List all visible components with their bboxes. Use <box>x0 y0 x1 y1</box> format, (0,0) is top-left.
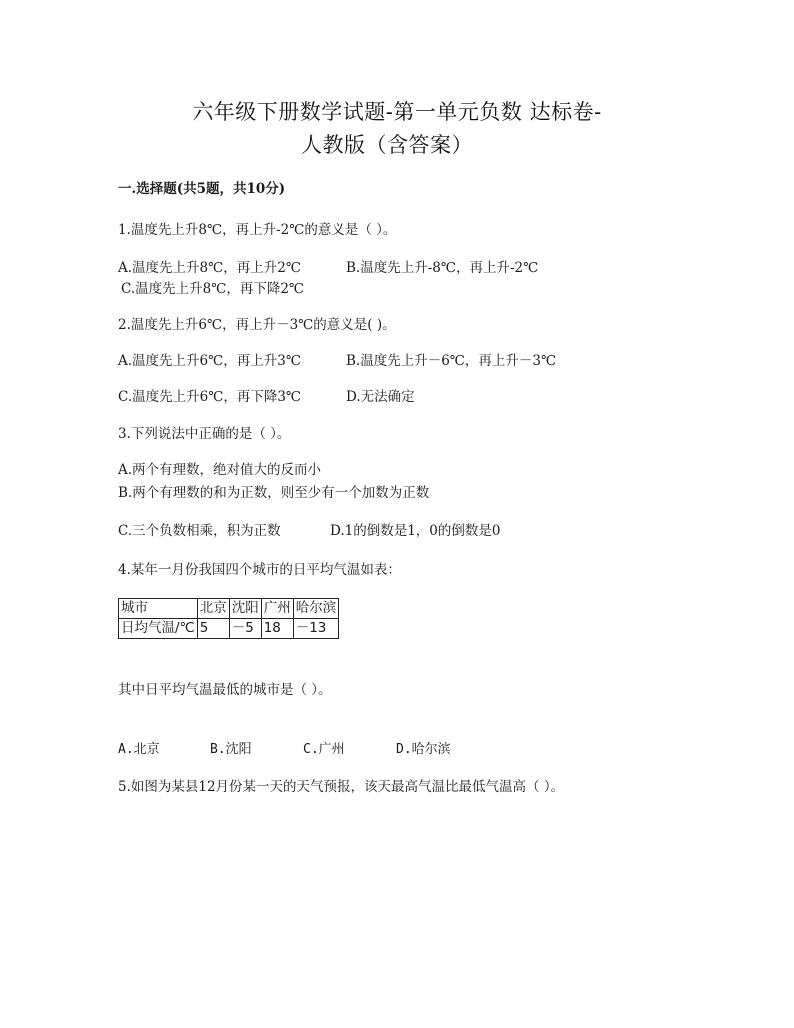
question-4-stem: 4.某年一月份我国四个城市的日平均气温如表： <box>118 562 401 578</box>
question-2-option-d: D.无法确定 <box>346 389 415 405</box>
question-5-stem: 5.如图为某县12月份某一天的天气预报，该天最高气温比最低气温高（ ）。 <box>118 779 565 795</box>
question-2-option-a: A.温度先上升6℃，再上升3℃ <box>118 353 301 369</box>
table-cell: －5 <box>229 619 261 639</box>
question-4-option-c: C.广州 <box>303 742 345 757</box>
question-4-option-d: D.哈尔滨 <box>396 742 451 757</box>
question-3-option-a: A.两个有理数，绝对值大的反而小 <box>118 462 322 478</box>
question-1-stem: 1.温度先上升8℃，再上升-2℃的意义是（ ）。 <box>118 222 397 238</box>
question-2-option-b: B.温度先上升－6℃，再上升－3℃ <box>346 353 557 369</box>
section-heading: 一.选择题(共5题，共10分) <box>118 181 286 197</box>
question-3-option-c: C.三个负数相乘，积为正数 <box>118 523 281 539</box>
question-2-option-c: C.温度先上升6℃，再下降3℃ <box>118 389 302 405</box>
question-1-option-b: B.温度先上升-8℃，再上升-2℃ <box>346 260 539 276</box>
table-cell: 城市 <box>119 599 198 619</box>
table-cell: －13 <box>293 619 339 639</box>
question-1-option-c: C.温度先上升8℃，再下降2℃ <box>121 281 305 297</box>
table-cell: 哈尔滨 <box>293 599 339 619</box>
table-cell: 广州 <box>261 599 293 619</box>
question-3-stem: 3.下列说法中正确的是（ ）。 <box>118 426 291 442</box>
question-4-option-a: A.北京 <box>118 742 160 757</box>
table-cell: 18 <box>261 619 293 639</box>
table-cell: 沈阳 <box>229 599 261 619</box>
table-row <box>119 619 339 639</box>
page-title-line2: 人教版（含答案） <box>301 133 473 157</box>
table-cell: 日均气温/℃ <box>119 619 198 639</box>
question-4-prompt: 其中日平均气温最低的城市是（ ）。 <box>118 682 332 698</box>
table-cell: 5 <box>197 619 229 639</box>
table-header-row <box>119 599 339 619</box>
question-2-stem: 2.温度先上升6℃，再上升－3℃的意义是( )。 <box>118 317 396 333</box>
temperature-table <box>118 598 339 639</box>
question-3-option-b: B.两个有理数的和为正数，则至少有一个加数为正数 <box>118 485 430 501</box>
question-4-option-b: B.沈阳 <box>210 742 252 757</box>
page-title-line1: 六年级下册数学试题-第一单元负数 达标卷- <box>192 100 602 124</box>
table-cell: 北京 <box>197 599 229 619</box>
question-1-option-a: A.温度先上升8℃，再上升2℃ <box>118 260 301 276</box>
question-3-option-d: D.1的倒数是1，0的倒数是0 <box>330 523 501 539</box>
